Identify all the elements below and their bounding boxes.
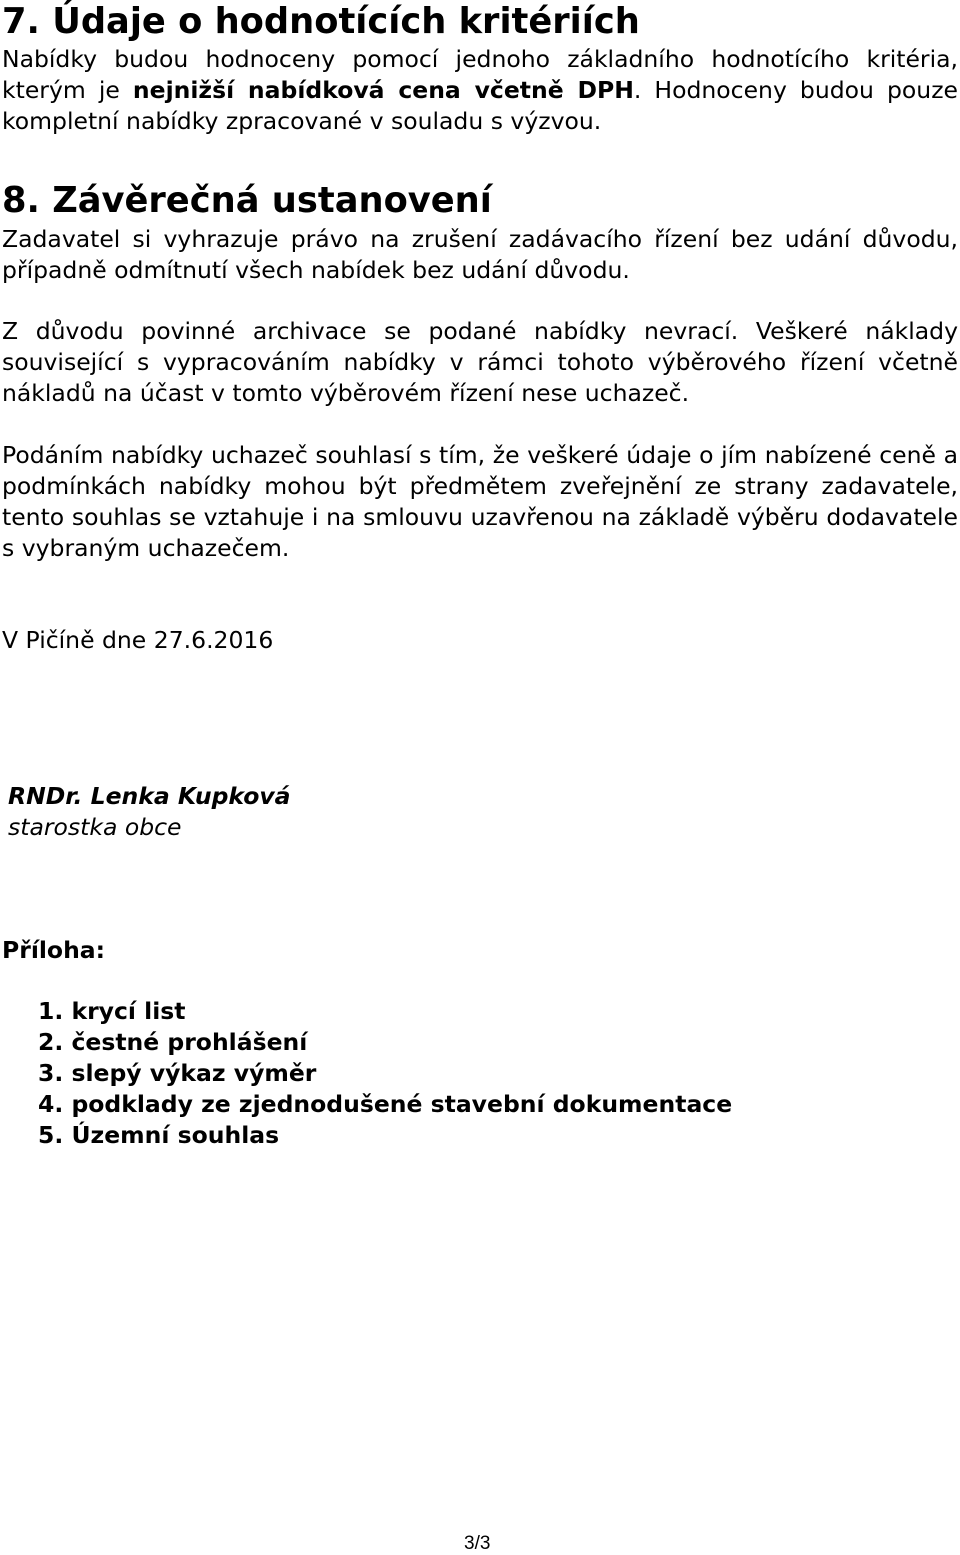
page-number: 3/3 bbox=[464, 1533, 491, 1554]
attachments-list bbox=[38, 996, 732, 1151]
archive-costs-paragraph: Z důvodu povinné archivace se podané nabídky nevrací. Veškeré náklady související s vypracováním nabídky v rámci tohoto výběrového řízení včetně nákladů na účast v tomto výběrovém řízení nese uchazeč. bbox=[2, 317, 958, 407]
section-7-heading: 7. Údaje o hodnotících kritériích bbox=[2, 1, 640, 42]
cancellation-paragraph: Zadavatel si vyhrazuje právo na zrušení zadávacího řízení bez udání důvodu, případně odmítnutí všech nabídek bez udání důvodu. bbox=[2, 225, 958, 284]
consent-paragraph: Podáním nabídky uchazeč souhlasí s tím, že veškeré údaje o jím nabízené ceně a podmínkách nabídky mohou být předmětem zveřejnění ze strany zadavatele, tento souhlas se vztahuje i na smlouvu uzavřenou na základě výběru dodavatele s vybraným uchazečem. bbox=[2, 441, 958, 562]
evaluation-criteria-paragraph bbox=[2, 44, 958, 137]
place-date: V Pičíně dne 27.6.2016 bbox=[2, 626, 274, 654]
signatory-name: RNDr. Lenka Kupková bbox=[8, 782, 291, 810]
signatory-role: starostka obce bbox=[8, 813, 182, 841]
criteria-bold-text: nejnižší nabídková cena včetně DPH bbox=[132, 76, 634, 104]
attachment-item: 3. slepý výkaz výměr bbox=[38, 1059, 317, 1087]
attachment-item: 5. Územní souhlas bbox=[38, 1121, 280, 1149]
section-8-heading: 8. Závěrečná ustanovení bbox=[2, 180, 492, 221]
criteria-text-start: Nabídky budou hodnoceny pomocí jednoho základního hodnotícího kritéria, kterým je bbox=[2, 45, 958, 104]
attachment-item: 4. podklady ze zjednodušené stavební dokumentace bbox=[38, 1090, 733, 1118]
attachment-item: 1. krycí list bbox=[38, 997, 186, 1025]
attachments-title: Příloha: bbox=[2, 936, 106, 964]
attachment-item: 2. čestné prohlášení bbox=[38, 1028, 308, 1056]
criteria-text-end: . Hodnoceny budou pouze kompletní nabídky zpracované v souladu s výzvou. bbox=[2, 76, 958, 135]
